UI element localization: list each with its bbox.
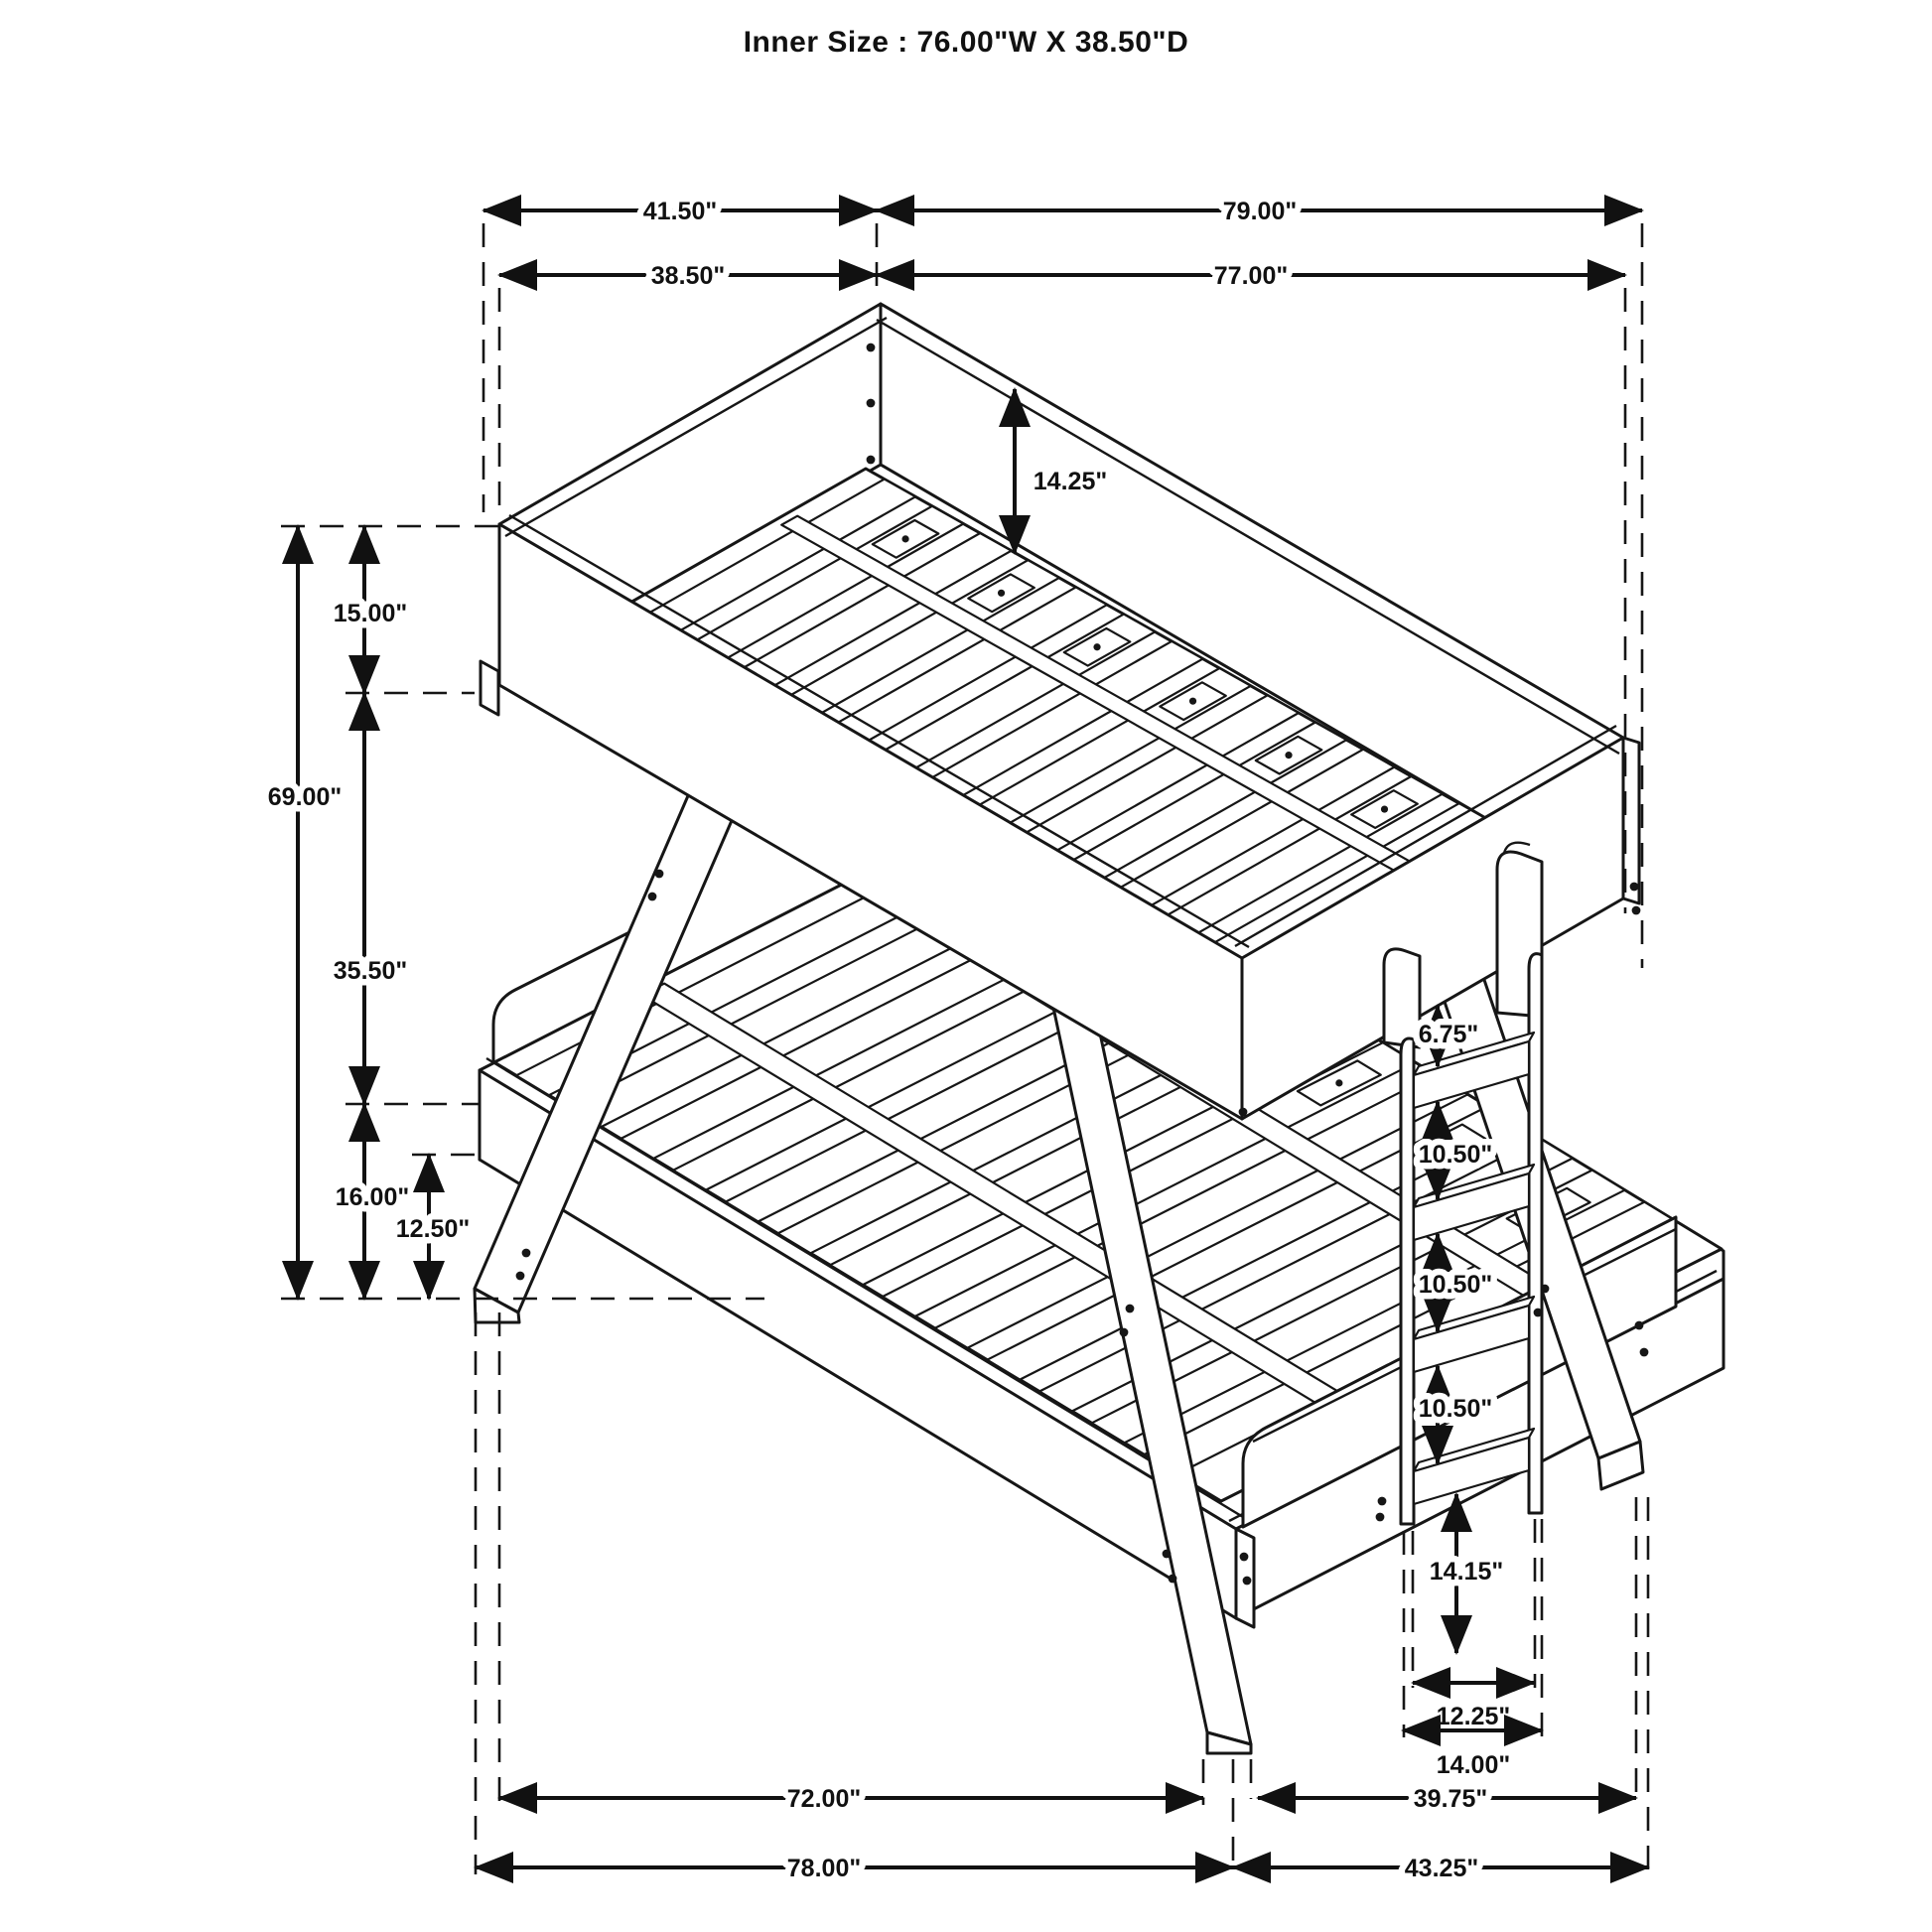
dim-upper-rail-height xyxy=(334,526,407,693)
svg-text:35.50": 35.50" xyxy=(333,957,408,985)
svg-text:10.50": 10.50" xyxy=(1418,1271,1493,1299)
dim-ladder-inner-width xyxy=(1413,1683,1534,1730)
dim-lower-deck-height xyxy=(336,1104,409,1299)
ladder-left-stile xyxy=(1401,1038,1414,1524)
svg-text:15.00": 15.00" xyxy=(333,600,408,627)
svg-text:72.00": 72.00" xyxy=(786,1785,862,1813)
svg-text:43.25": 43.25" xyxy=(1404,1855,1479,1882)
svg-text:39.75": 39.75" xyxy=(1413,1785,1488,1813)
svg-text:69.00": 69.00" xyxy=(267,783,343,811)
dim-top-length-outer xyxy=(877,198,1642,225)
svg-text:14.25": 14.25" xyxy=(1033,468,1108,495)
dim-top-width-inner xyxy=(499,262,877,290)
diagram-title: Inner Size : 76.00"W X 38.50"D xyxy=(743,26,1189,59)
dim-overall-height xyxy=(268,526,342,1299)
svg-text:38.50": 38.50" xyxy=(650,262,726,290)
dim-bunk-gap-height xyxy=(334,693,407,1104)
dim-base-front-outer xyxy=(476,1855,1233,1882)
svg-text:14.15": 14.15" xyxy=(1429,1558,1504,1586)
top-rail-end-cap xyxy=(481,661,498,715)
svg-text:79.00": 79.00" xyxy=(1222,198,1298,225)
dim-ladder-to-floor xyxy=(1430,1494,1503,1653)
svg-text:77.00": 77.00" xyxy=(1213,262,1289,290)
dim-base-front-inner xyxy=(499,1785,1203,1813)
svg-text:10.50": 10.50" xyxy=(1418,1141,1493,1169)
svg-text:16.00": 16.00" xyxy=(335,1183,410,1211)
dim-top-length-inner xyxy=(877,262,1625,290)
dim-under-bed-clearance xyxy=(396,1155,470,1299)
bed-drawing xyxy=(475,304,1724,1753)
svg-text:12.50": 12.50" xyxy=(395,1215,471,1243)
ladder-left-hook xyxy=(1384,949,1420,1047)
dim-base-side-outer xyxy=(1233,1855,1648,1882)
svg-text:6.75": 6.75" xyxy=(1418,1021,1479,1048)
svg-text:14.00": 14.00" xyxy=(1436,1751,1511,1779)
dim-top-width-outer xyxy=(483,198,877,225)
svg-text:78.00": 78.00" xyxy=(786,1855,862,1882)
dim-ladder-outer-width xyxy=(1403,1730,1542,1779)
svg-text:12.25": 12.25" xyxy=(1436,1703,1511,1730)
svg-text:10.50": 10.50" xyxy=(1418,1395,1493,1423)
svg-text:41.50": 41.50" xyxy=(642,198,718,225)
dim-base-side-inner xyxy=(1258,1785,1636,1813)
